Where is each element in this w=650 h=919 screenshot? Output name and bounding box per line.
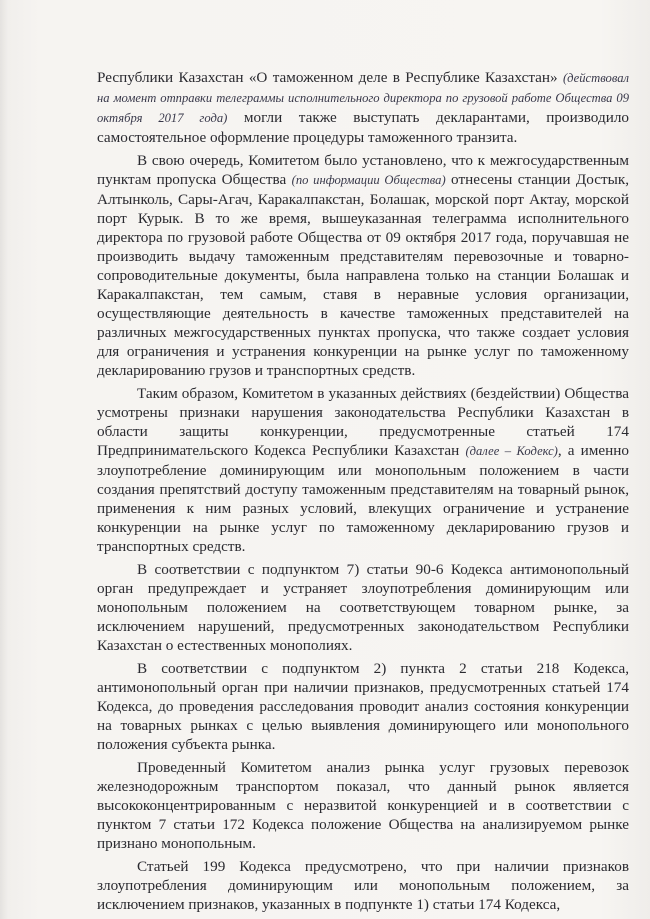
text-run: , а именно злоупотребление доминирующим или монопольным положением в части создания препятствий доступу таможенным представителям на товарный рынок, применения к ним разных условий, влекущих ограничение и устранение конкуренции на рынке услуг по таможенному декларированию грузов и транспортных средств.	[97, 442, 629, 555]
text-run: Статьей 199 Кодекса предусмотрено, что при наличии признаков злоупотребления доминирующим или монопольным положением, за исключением признаков, указанных в подпункте 1) статьи 174 Кодекса,	[97, 858, 629, 913]
paragraph	[97, 384, 629, 556]
text-run: могли также выступать декларантами, производило самостоятельное оформление процедуры таможенного транзита.	[97, 109, 629, 146]
paragraph	[97, 560, 629, 655]
text-run: Таким образом, Комитетом в указанных действиях (бездействии) Общества усмотрены признаки нарушения законодательства Республики Казахстан в области защиты конкуренции, предусмотренные статьей 174 Предпринимательского Кодекса Республики Казахстан	[97, 385, 629, 459]
paragraph	[97, 758, 629, 853]
text-run: Республики Казахстан «О таможенном деле в Республике Казахстан»	[97, 69, 563, 86]
paragraph	[97, 68, 629, 147]
handwritten-note: (далее – Кодекс)	[465, 444, 558, 458]
text-run: В соответствии с подпунктом 7) статьи 90-6 Кодекса антимонопольный орган предупреждает и устраняет злоупотребления доминирующим или монопольным положением на соответствующем товарном рынке, за исключением нарушений, предусмотренных законодательством Республики Казахстан о естественных монополиях.	[97, 561, 629, 654]
handwritten-note: (по информации Общества)	[291, 173, 446, 187]
paragraph	[97, 857, 629, 914]
document-body	[97, 68, 629, 918]
text-run: В соответствии с подпунктом 2) пункта 2 статьи 218 Кодекса, антимонопольный орган при наличии признаков, предусмотренных статьей 174 Кодекса, до проведения расследования проводит анализ состояния конкуренции на товарных рынках с целью выявления доминирующего или монопольного положения субъекта рынка.	[97, 660, 629, 753]
handwritten-note: (действовал на момент отправки телеграммы исполнительного директора по грузовой работе Общества 09 октября 2017 года)	[97, 71, 629, 125]
text-run: Проведенный Комитетом анализ рынка услуг грузовых перевозок железнодорожным транспортом показал, что данный рынок является высококонцентрированным с неразвитой конкуренцией и в соответствии с пунктом 7 статьи 172 Кодекса положение Общества на анализируемом рынке признано монопольным.	[97, 759, 629, 852]
paragraph	[97, 659, 629, 754]
text-run: отнесены станции Достык, Алтынколь, Сары-Агач, Каракалпакстан, Болашак, морской порт Актау, морской порт Курык. В то же время, вышеуказанная телеграмма исполнительного директора по грузовой работе Общества от 09 октября 2017 года, поручавшая не производить выдачу таможенным представителям перевозочные и товарно-сопроводительные документы, была направлена только на станции Болашак и Каракалпакстан, тем самым, ставя в неравные условия организации, осуществляющие деятельность в качестве таможенных представителей на различных межгосударственных пунктах пропуска, что также создает условия для ограничения и устранения конкуренции на рынке услуг по таможенному декларированию грузов и транспортных средств.	[97, 171, 630, 379]
text-run: В свою очередь, Комитетом было установлено, что к межгосударственным пунктам пропуска Общества	[97, 152, 629, 188]
paragraph	[97, 151, 629, 380]
